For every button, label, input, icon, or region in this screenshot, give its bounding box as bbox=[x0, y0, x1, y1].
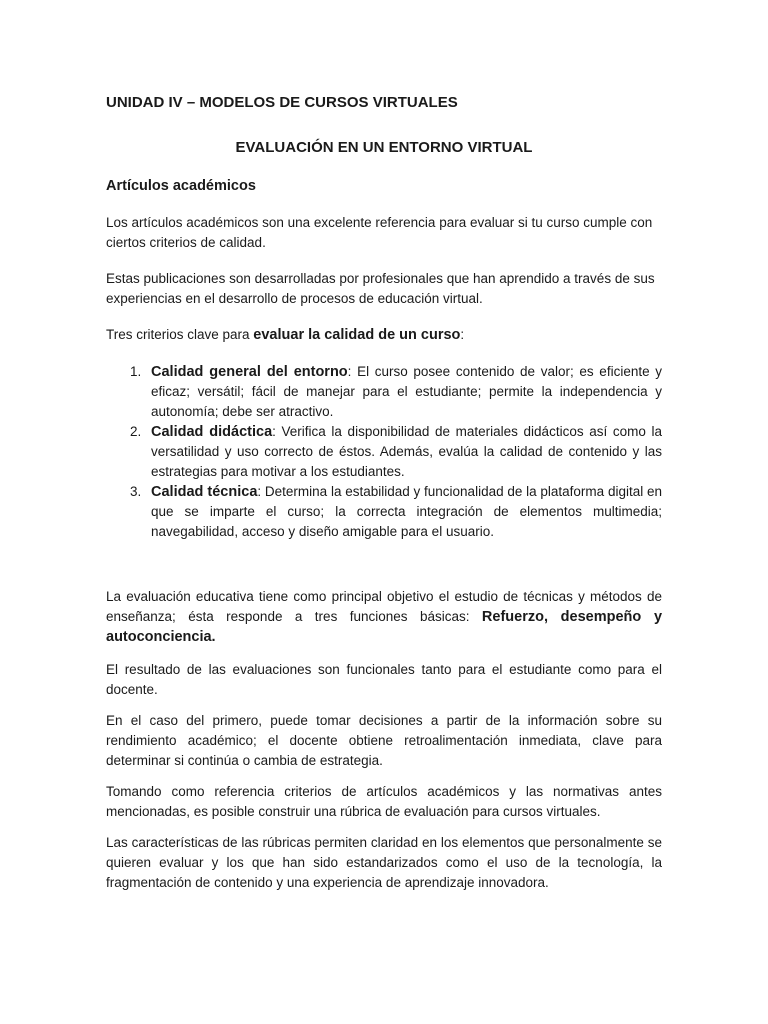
paragraph-first-case: En el caso del primero, puede tomar decisiones a partir de la información sobre su rendimiento académico; el docente obtiene retroalimentación inmediata, clave para determinar si continúa o cambia de estrategia. bbox=[106, 713, 662, 768]
paragraph-publications: Estas publicaciones son desarrolladas por profesionales que han aprendido a través de sus experiencias en el desarrollo de procesos de educación virtual. bbox=[106, 271, 655, 306]
evaluation-functions: Refuerzo, desempeño y autoconciencia. bbox=[106, 609, 663, 645]
list-number: 1. bbox=[130, 364, 142, 379]
criterion-text: : El curso posee contenido de valor; es eficiente y eficaz; versátil; fácil de manejar para el estudiante; permite la independencia y autonomía; debe ser atractivo. bbox=[151, 364, 662, 419]
paragraph-criteria-intro bbox=[106, 325, 662, 345]
criteria-intro-text: Tres criterios clave para bbox=[106, 327, 254, 342]
criteria-intro-colon: : bbox=[460, 327, 465, 342]
criterion-term: Calidad general del entorno bbox=[151, 364, 348, 380]
criteria-intro-emphasis: evaluar la calidad de un curso bbox=[253, 327, 461, 343]
list-number: 3. bbox=[130, 484, 142, 499]
paragraph-rubric: Tomando como referencia criterios de artículos académicos y las normativas antes mencionadas, es posible construir una rúbrica de evaluación para cursos virtuales. bbox=[106, 784, 662, 819]
list-item bbox=[106, 422, 662, 482]
list-item bbox=[106, 482, 662, 542]
unit-title: UNIDAD IV – MODELOS DE CURSOS VIRTUALES bbox=[106, 94, 458, 111]
paragraph-evaluation bbox=[106, 587, 662, 647]
criterion-term: Calidad técnica bbox=[151, 484, 258, 500]
paragraph-intro: Los artículos académicos son una excelente referencia para evaluar si tu curso cumple con ciertos criterios de calidad. bbox=[106, 215, 653, 250]
paragraph-rubric-features: Las características de las rúbricas permiten claridad en los elementos que personalmente se quieren evaluar y los que han sido estandarizados como el uso de la tecnología, la fragmentación de contenido y una experiencia de aprendizaje innovadora. bbox=[106, 835, 662, 890]
main-title: EVALUACIÓN EN UN ENTORNO VIRTUAL bbox=[235, 139, 533, 156]
criterion-text: : Determina la estabilidad y funcionalidad de la plataforma digital en que se imparte el curso; la correcta integración de elementos multimedia; navegabilidad, acceso y diseño amigable para el usuario. bbox=[151, 484, 662, 539]
section-title: Artículos académicos bbox=[106, 178, 256, 194]
paragraph-results: El resultado de las evaluaciones son funcionales tanto para el estudiante como para el docente. bbox=[106, 662, 662, 697]
criterion-term: Calidad didáctica bbox=[151, 424, 273, 440]
criterion-text: : Verifica la disponibilidad de materiales didácticos así como la versatilidad y uso correcto de éstos. Además, evalúa la calidad de contenido y las estrategias para motivar a los estudiantes. bbox=[151, 424, 662, 479]
list-item bbox=[106, 362, 662, 422]
evaluation-text: La evaluación educativa tiene como principal objetivo el estudio de técnicas y métodos de enseñanza; ésta responde a tres funciones básicas: bbox=[106, 589, 662, 624]
criteria-list bbox=[106, 362, 662, 542]
list-number: 2. bbox=[130, 424, 142, 439]
